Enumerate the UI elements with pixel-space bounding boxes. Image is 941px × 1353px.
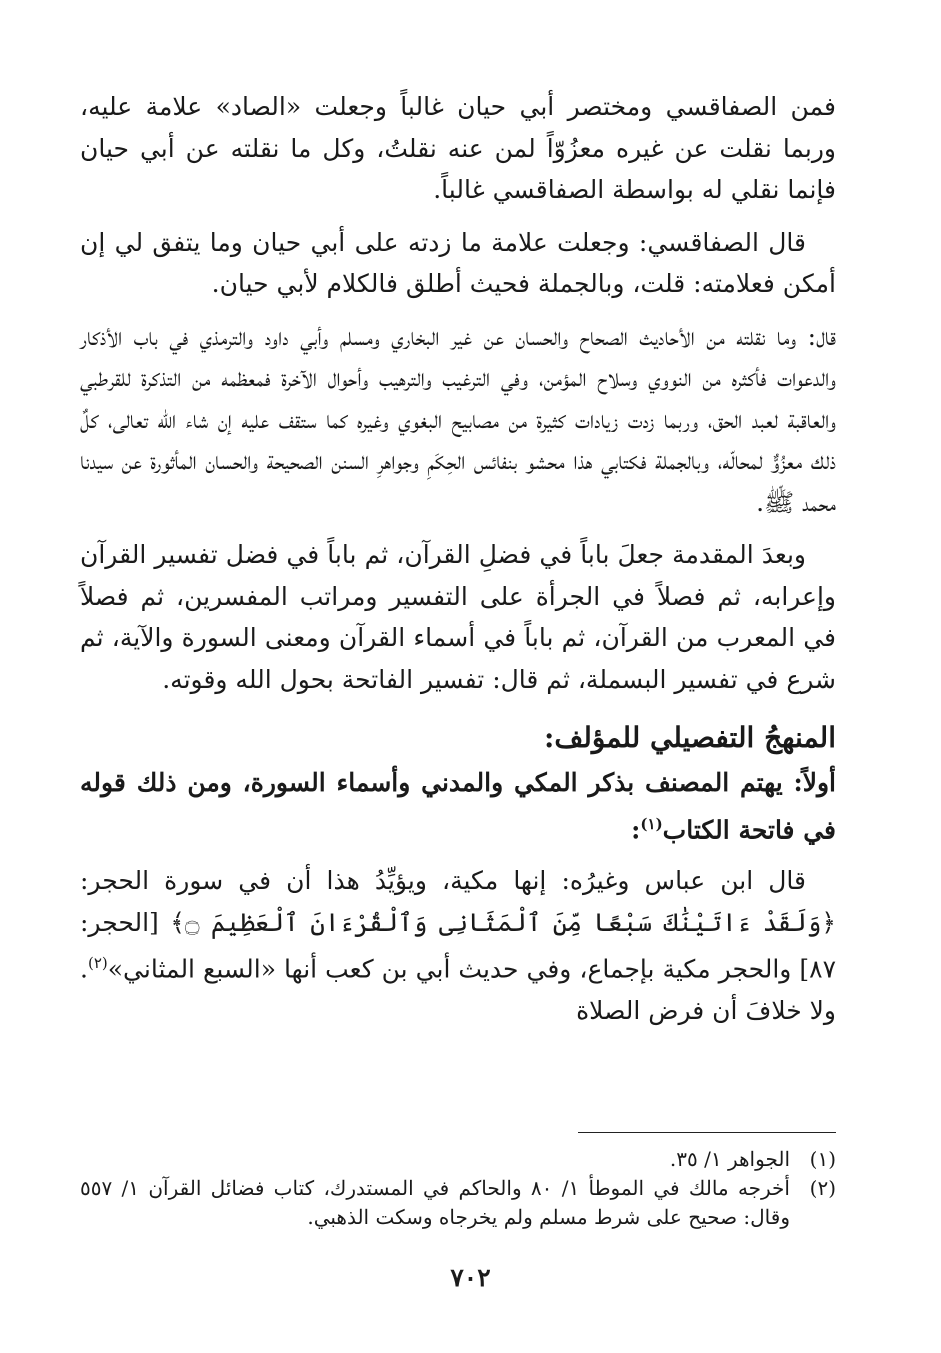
paragraph-4: وبعدَ المقدمة جعلَ باباً في فضلِ القرآن، ثم باباً في فضل تفسير القرآن وإعرابه، ثم فصلاً في الجرأة على التفسير ومراتب المفسرين، ثم فصلاً في المعرب من القرآن، ثم باباً في أسماء القرآن ومعنى السورة والآية، ثم شرع في تفسير البسملة، ثم قال: تفسير الفاتحة بحول الله وقوته. <box>80 540 836 694</box>
footnote-1 <box>80 1145 836 1174</box>
footnotes <box>80 1145 836 1232</box>
page-body <box>80 86 836 1043</box>
footnote-ref-1: (١) <box>640 814 663 833</box>
footnote-2-text: أخرجه مالك في الموطأ ١/ ٨٠ والحاكم في المستدرك، كتاب فضائل القرآن ١/ ٥٥٧ وقال: صحيح على شرط مسلم ولم يخرجاه وسكت الذهبي. <box>80 1176 790 1229</box>
paragraph-5-part3: . ولا خلافَ أن فرض الصلاة <box>80 954 836 1026</box>
footnote-2-number: (٢) <box>809 1176 836 1200</box>
paragraph-2: قال الصفاقسي: وجعلت علامة ما زدته على أبي حيان وما يتفق لي إن أمكن فعلامته: قلت، وبالجملة فحيث أطلق فالكلام لأبي حيان. <box>80 227 836 298</box>
paragraph-5-part1: قال ابن عباس وغيرُه: إنها مكية، ويؤيِّدُ هذا أن في سورة الحجر: <box>80 866 806 896</box>
footnote-ref-2: (٢) <box>87 954 108 973</box>
footnote-1-number: (١) <box>809 1147 836 1171</box>
quran-verse: ﴿وَلَقَدْ ءَاتَيْنَٰكَ سَبْعًا مِّنَ ٱلْمَثَانِى وَٱلْقُرْءَانَ ٱلْعَظِيمَ ۝﴾ <box>170 907 836 937</box>
footnote-2 <box>80 1174 836 1232</box>
footnote-divider <box>578 1132 836 1133</box>
first-point-text: أولاً: يهتم المصنف بذكر المكي والمدني وأسماء السورة، ومن ذلك قوله في فاتحة الكتاب <box>80 768 836 844</box>
paragraph-1: فمن الصفاقسي ومختصر أبي حيان غالباً وجعلت «الصاد» علامة عليه، وربما نقلت عن غيره معزُوّاً لمن عنه نقلتُ، وكل ما نقلته عن أبي حيان فإنما نقلي له بواسطة الصفاقسي غالباً. <box>80 92 836 204</box>
first-point <box>80 762 836 850</box>
paragraph-5 <box>80 860 836 1031</box>
footnote-1-text: الجواهر ١/ ٣٥. <box>669 1147 790 1171</box>
paragraph-5-part2: [الحجر: ٨٧] والحجر مكية بإجماع، وفي حديث أبي بن كعب أنها «السبع المثاني» <box>80 907 836 984</box>
page-number: ٧٠٢ <box>450 1263 491 1292</box>
paragraph-3: قال: وما نقلته من الأحاديث الصحاح والحسان عن غير البخاري ومسلم وأبي داود والترمذي في باب الأذكار والدعوات فأكثره من النووي وسلاح المؤمن، وفي الترغيب والترهيب وأحوال الآخرة فمعظمه من التذكرة للقرطبي والعاقبة لعبد الحق، وربما زدت زيادات كثيرة من مصابيح البغوي وغيره كما ستقف عليه إن شاء الله تعالى، كلٌ ذلك معزُوٌّ لمحالّه، وبالجملة فكتابي هذا محشو بنفائس الحِكَمِ وجواهرِ السنن الصحيحة والحسان المأثورة عن سيدنا محمد ﷺ. <box>80 321 836 517</box>
first-point-end: : <box>631 814 641 844</box>
section-heading: المنهجُ التفصيلي للمؤلف: <box>544 721 836 754</box>
